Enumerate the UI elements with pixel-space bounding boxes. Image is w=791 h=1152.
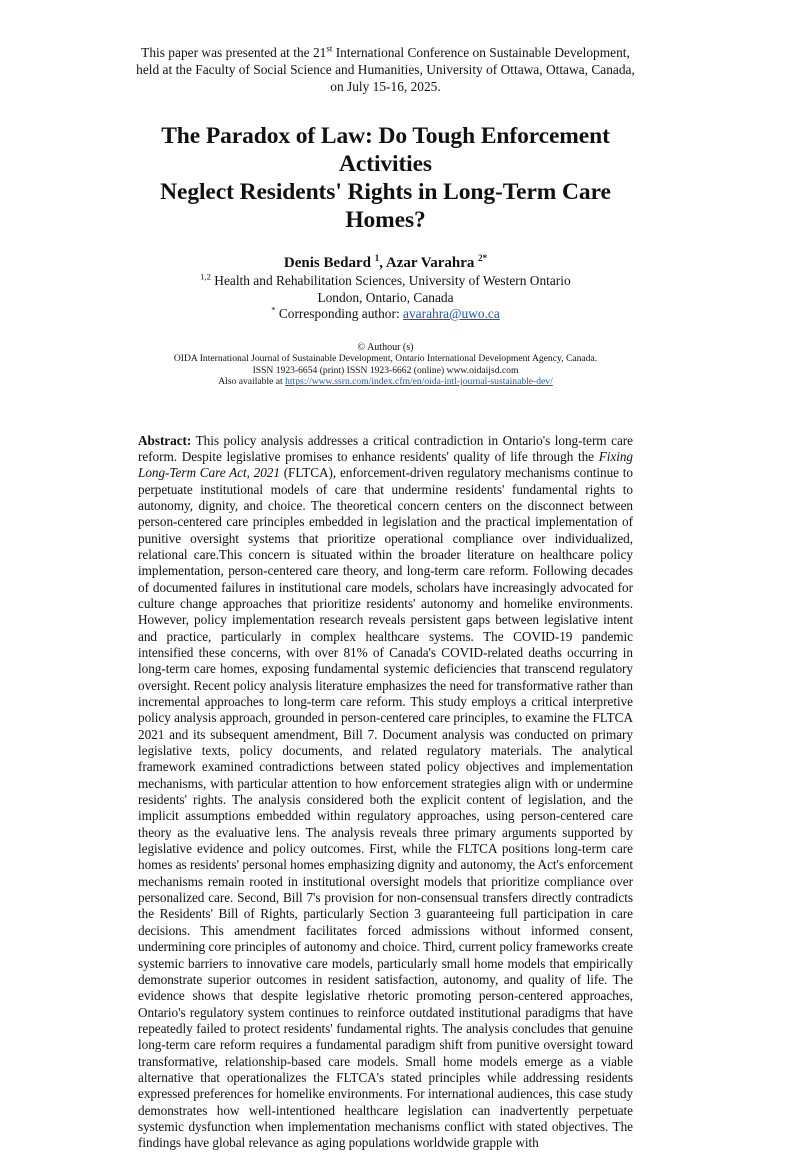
title-line-1: The Paradox of Law: Do Tough Enforcement Activities: [161, 123, 610, 177]
conference-text-rest: International Conference on Sustainable Development, held at the Faculty of Social Science and Humanities, University of Ottawa, Ottawa, Canada, on July 15-16, 2025.: [136, 45, 635, 94]
corresponding-label: Corresponding author:: [275, 306, 404, 321]
availability-label: Also available at: [218, 376, 286, 387]
affiliation-location: London, Ontario, Canada: [317, 289, 454, 305]
author-name: Azar Varahra: [385, 255, 475, 271]
email-link[interactable]: avarahra@uwo.ca: [403, 306, 500, 321]
abstract-label: Abstract:: [138, 432, 192, 448]
title-line-2: Neglect Residents' Rights in Long-Term Care Homes?: [160, 179, 611, 233]
paper-title: [138, 122, 633, 234]
journal-line: OIDA International Journal of Sustainable Development, Ontario International Development Agency, Canada.: [173, 353, 598, 364]
affiliation-block: [138, 273, 633, 323]
author-name: Denis Bedard: [283, 255, 371, 271]
author-superscript: 1: [374, 253, 380, 263]
conference-text: This paper was presented at the 21: [141, 45, 327, 60]
ordinal-superscript: st: [326, 43, 333, 54]
author-superscript: 2*: [478, 253, 488, 263]
act-name: Fixing Long-Term Care Act, 2021: [138, 448, 633, 481]
ssrn-link[interactable]: https://www.ssrn.com/index.cfm/en/oida-intl-journal-sustainable-dev/: [285, 376, 553, 387]
affiliation-superscript: 1,2: [200, 271, 211, 282]
abstract-text-rest: (FLTCA), enforcement-driven regulatory mechanisms continue to perpetuate institutional models of care that undermine residents' fundamental rights to autonomy, dignity, and choice. The theoretical concern centers on the disconnect between person-centered care principles embedded in legislation and the practical implementation of punitive oversight systems that prioritize operational compliance over individualized, relational care.This concern is situated within the broader literature on healthcare policy implementation, person-centered care theory, and long-term care reform. Following decades of documented failures in institutional care models, scholars have increasingly advocated for culture change approaches that prioritize residents' autonomy and homelike environments. However, policy implementation research reveals persistent gaps between legislative intent and practice, particularly in complex healthcare systems. The COVID-19 pandemic intensified these concerns, with over 81% of Canada's COVID-related deaths occurring in long-term care homes, exposing fundamental systemic deficiencies that transcend regulatory oversight. Recent policy analysis literature emphasizes the need for transformative rather than incremental approaches to long-term care reform. This study employs a critical interpretive policy analysis approach, grounded in person-centered care principles, to examine the FLTCA 2021 and its subsequent amendment, Bill 7. Document analysis was conducted on primary legislative texts, policy documents, and related regulatory materials. The analytical framework examined contradictions between stated policy objectives and implementation mechanisms, with particular attention to how enforcement strategies align with or undermine residents' rights. The analysis considered both the explicit content of legislation, and the implicit assumptions embedded within regulatory approaches, using person-centered care theory as the evaluative lens. The analysis reveals three primary arguments supported by legislative evidence and policy outcomes. First, while the FLTCA positions long-term care homes as residents' personal homes emphasizing dignity and autonomy, the Act's enforcement mechanisms remain rooted in institutional oversight models that prioritize compliance over personalized care. Second, Bill 7's provision for non-consensual transfers directly contradicts the Residents' Bill of Rights, particularly Section 3 guaranteeing full participation in care decisions. This amendment facilitates forced admissions without informed consent, undermining core principles of autonomy and choice. Third, current policy frameworks create systemic barriers to innovative care models, particularly small home models that empirically demonstrate superior outcomes in resident satisfaction, autonomy, and quality of life. The evidence shows that despite legislative rhetoric promoting person-centered approaches, Ontario's regulatory system continues to reinforce outdated institutional paradigms that have repeatedly failed to protect residents' fundamental rights. The analysis concludes that genuine long-term care reform requires a fundamental paradigm shift from punitive oversight toward transformative, relationship-based care models. Small home models emerge as a viable alternative that operationalizes the FLTCA's stated principles while addressing residents expressed preferences for homelike environments. For international audiences, this case study demonstrates how well-intentioned healthcare legislation can inadvertently perpetuate systemic dysfunction when implementation mechanisms conflict with stated objectives. The findings have global relevance as aging populations worldwide grapple with: [138, 465, 633, 1151]
abstract-paragraph: [138, 433, 633, 1152]
corresponding-mark: *: [271, 304, 276, 315]
affiliation-line: [138, 273, 633, 290]
availability-line: [138, 376, 633, 388]
copyright-line: © Authour (s): [357, 341, 414, 353]
author-list: Denis Bedard $^1$, Azar Varahra $^{2*}$: [283, 253, 488, 271]
affiliation-text: Health and Rehabilitation Sciences, University of Western Ontario: [210, 273, 571, 288]
corresponding-author: [138, 306, 633, 323]
publication-info: [138, 342, 633, 388]
abstract-text: This policy analysis addresses a critical contradiction in Ontario's long-term care reform. Despite legislative promises to enhance residents' quality of life through the: [138, 432, 633, 464]
conference-note: [130, 44, 641, 95]
issn-line: ISSN 1923-6654 (print) ISSN 1923-6662 (online) www.oidaijsd.com: [252, 364, 519, 376]
